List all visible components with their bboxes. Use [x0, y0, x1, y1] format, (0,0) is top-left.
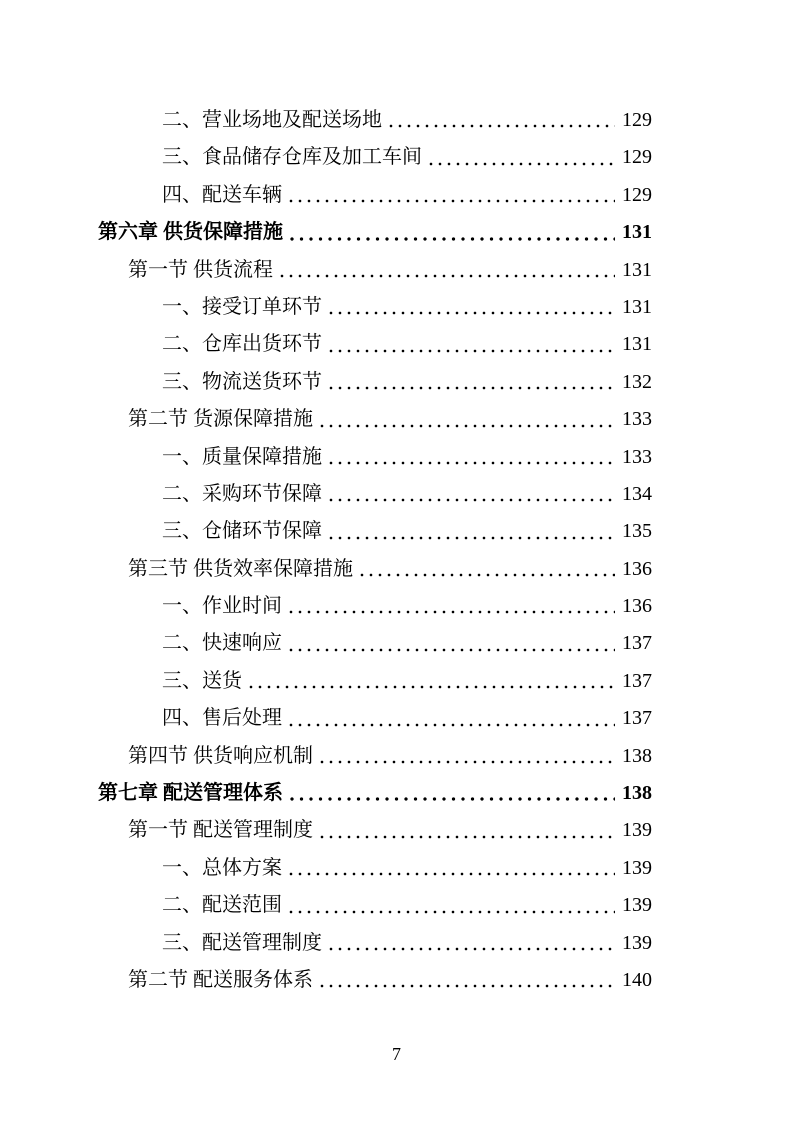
toc-entry-page: 138 — [622, 782, 652, 805]
dot-leader — [329, 364, 615, 401]
dot-leader — [289, 850, 615, 887]
dot-leader — [289, 588, 615, 625]
toc-entry-label: 第三节 供货效率保障措施 — [128, 557, 353, 580]
toc-entry-page: 133 — [622, 445, 652, 468]
toc-entry-page: 137 — [622, 632, 652, 655]
dot-leader — [289, 625, 615, 662]
toc-entry-section[interactable] — [98, 401, 652, 438]
dot-leader — [290, 775, 615, 812]
dot-leader — [320, 812, 615, 849]
toc-entry-label: 第二节 货源保障措施 — [128, 408, 313, 431]
toc-entry-label: 四、配送车辆 — [162, 183, 282, 206]
toc-entry[interactable] — [98, 850, 652, 887]
dot-leader — [329, 513, 615, 550]
toc-entry-label: 第二节 配送服务体系 — [128, 968, 313, 991]
toc-entry-label: 第六章 供货保障措施 — [98, 221, 283, 244]
toc-entry-page: 131 — [622, 221, 652, 244]
dot-leader — [429, 139, 615, 176]
toc-entry-label: 第七章 配送管理体系 — [98, 782, 283, 805]
toc-entry-page: 131 — [622, 258, 652, 281]
toc-entry-label: 一、作业时间 — [162, 595, 282, 618]
toc-entry-page: 138 — [622, 744, 652, 767]
toc-entry-page: 129 — [622, 109, 652, 131]
dot-leader — [329, 476, 615, 513]
toc-entry-label: 二、配送范围 — [162, 894, 282, 917]
toc-entry-section[interactable] — [98, 738, 652, 775]
toc-entry[interactable] — [98, 588, 652, 625]
dot-leader — [329, 289, 615, 326]
toc-entry[interactable] — [98, 663, 652, 700]
table-of-contents — [98, 102, 652, 999]
toc-entry-page: 137 — [622, 669, 652, 692]
toc-entry-page: 135 — [622, 520, 652, 543]
dot-leader — [320, 401, 615, 438]
toc-entry-label: 二、快速响应 — [162, 632, 282, 655]
toc-entry-label: 四、售后处理 — [162, 707, 282, 730]
toc-entry[interactable] — [98, 289, 652, 326]
toc-entry-label: 一、接受订单环节 — [162, 295, 322, 318]
toc-entry-section[interactable] — [98, 551, 652, 588]
toc-entry-section[interactable] — [98, 812, 652, 849]
toc-entry-page: 134 — [622, 482, 652, 505]
dot-leader — [290, 214, 615, 251]
dot-leader — [320, 738, 615, 775]
toc-entry-page: 136 — [622, 595, 652, 618]
toc-entry-label: 二、营业场地及配送场地 — [162, 109, 382, 131]
toc-entry[interactable] — [98, 887, 652, 924]
toc-entry-page: 140 — [622, 968, 652, 991]
toc-entry[interactable] — [98, 139, 652, 176]
toc-entry-label: 二、采购环节保障 — [162, 482, 322, 505]
toc-entry-page: 136 — [622, 557, 652, 580]
toc-entry-page: 139 — [622, 819, 652, 842]
toc-entry[interactable] — [98, 476, 652, 513]
page-number: 7 — [392, 1044, 401, 1064]
toc-entry-label: 第四节 供货响应机制 — [128, 744, 313, 767]
toc-entry[interactable] — [98, 364, 652, 401]
toc-entry[interactable] — [98, 326, 652, 363]
toc-entry-page: 132 — [622, 370, 652, 393]
toc-entry-page: 131 — [622, 295, 652, 318]
toc-entry-label: 第一节 供货流程 — [128, 258, 273, 281]
toc-entry-page: 133 — [622, 408, 652, 431]
toc-entry-page: 139 — [622, 856, 652, 879]
dot-leader — [280, 252, 615, 289]
dot-leader — [389, 102, 615, 139]
toc-entry-page: 137 — [622, 707, 652, 730]
toc-entry[interactable] — [98, 513, 652, 550]
toc-entry-label: 三、食品储存仓库及加工车间 — [162, 146, 422, 169]
toc-entry-label: 二、仓库出货环节 — [162, 333, 322, 356]
dot-leader — [289, 177, 615, 214]
toc-entry-page: 131 — [622, 333, 652, 356]
toc-entry-section[interactable] — [98, 252, 652, 289]
dot-leader — [289, 700, 615, 737]
toc-entry-label: 三、配送管理制度 — [162, 931, 322, 954]
toc-entry-label: 三、物流送货环节 — [162, 370, 322, 393]
toc-entry-label: 一、总体方案 — [162, 856, 282, 879]
toc-entry-page: 139 — [622, 894, 652, 917]
toc-entry-label: 第一节 配送管理制度 — [128, 819, 313, 842]
toc-entry-label: 三、送货 — [162, 669, 242, 692]
toc-entry[interactable] — [98, 925, 652, 962]
toc-entry-page: 139 — [622, 931, 652, 954]
dot-leader — [329, 925, 615, 962]
toc-entry-page: 129 — [622, 146, 652, 169]
toc-entry[interactable] — [98, 700, 652, 737]
toc-entry[interactable] — [98, 177, 652, 214]
toc-entry-chapter[interactable] — [98, 214, 652, 251]
toc-entry-label: 一、质量保障措施 — [162, 445, 322, 468]
toc-entry-section[interactable] — [98, 962, 652, 999]
dot-leader — [289, 887, 615, 924]
toc-entry-label: 三、仓储环节保障 — [162, 520, 322, 543]
toc-entry[interactable] — [98, 439, 652, 476]
dot-leader — [360, 551, 615, 588]
dot-leader — [329, 439, 615, 476]
toc-entry-chapter[interactable] — [98, 775, 652, 812]
dot-leader — [249, 663, 615, 700]
dot-leader — [320, 962, 615, 999]
toc-entry-page: 129 — [622, 183, 652, 206]
toc-entry[interactable] — [98, 625, 652, 662]
toc-entry[interactable] — [98, 102, 652, 139]
dot-leader — [329, 326, 615, 363]
